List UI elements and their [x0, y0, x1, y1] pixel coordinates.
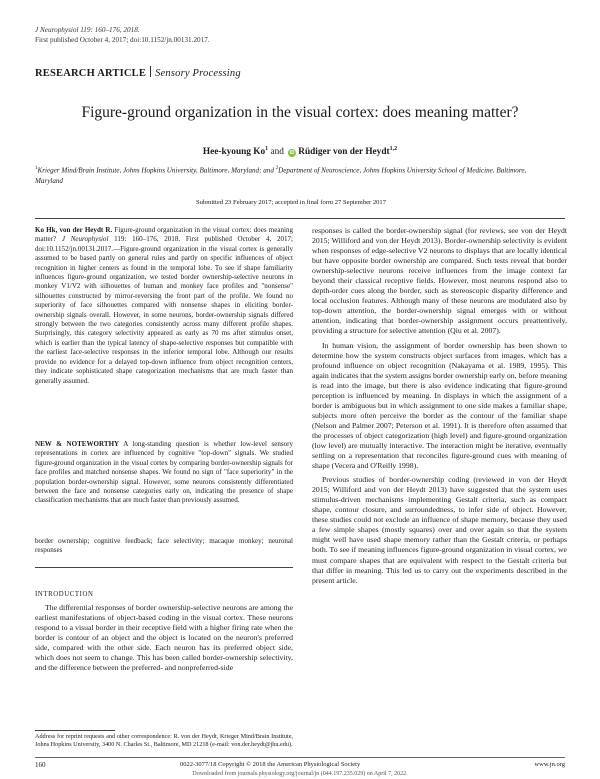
- affiliation-marker: 1: [265, 146, 269, 152]
- paragraph: The differential responses of border ownership-selective neurons are among the earliest manifestations of object-based coding in the visual cortex. These neurons respond to a visual border in their receptive field with a higher firing rate when the border is contour of an object and the object is located on the neuron's preferred side, compared with the other side. Each neuron has its preferred object side, which does not seem to change. This has been called border-ownership selectivity, and the difference between the preferred- and nonpreferred-side: [35, 603, 293, 673]
- journal-header: [35, 26, 210, 45]
- affiliation-marker: 1: [35, 166, 38, 171]
- paragraph: responses is called the border-ownership signal (for reviews, see von der Heydt 2015; Williford and von der Heydt 2013). Border-ownership selectivity is evident when responses of edge-selective V2 neurons to displays that are locally identical but have opposite border ownership are compared. Such tests reveal that border ownership-selective neurons receive influences from the image context far beyond their classical receptive fields. However, most neurons respond also to depth-order cues along the border, such as stereoscopic disparity difference and local occlusion features. Although many of these neurons are modulated also by top-down attention, the border-ownership signal emerges with or without attention, indicating that border-ownership assignment occurs preattentively, providing a structure for selective attention (Qiu et al. 2007).: [312, 226, 567, 336]
- affiliation-marker: 2: [275, 166, 279, 171]
- journal-reference: J Neurophysiol 119: 160–176, 2018.: [35, 26, 140, 34]
- new-noteworthy-label: NEW & NOTEWORTHY: [35, 440, 120, 448]
- article-type-label: RESEARCH ARTICLE: [35, 68, 147, 79]
- abstract: [35, 226, 293, 390]
- footer-divider: [35, 757, 565, 758]
- affiliations: [35, 164, 547, 186]
- conjunction: and: [270, 147, 284, 158]
- divider: [150, 66, 151, 77]
- header-divider: [35, 218, 565, 219]
- first-published-line: First published October 4, 2017; doi:10.1152/jn.00131.2017.: [35, 35, 210, 44]
- author-name[interactable]: Hee-kyoung Ko: [202, 147, 266, 158]
- download-note: Downloaded from journals.physiology.org/journal/jn (044.197.235.029) on April 7, 2022.: [192, 771, 408, 777]
- submission-dates: Submitted 23 February 2017; accepted in final form 27 September 2017: [195, 199, 387, 206]
- introduction-body: [35, 603, 293, 677]
- article-title: Figure-ground organization in the visual cortex: does meaning matter?: [81, 104, 519, 121]
- footnote-divider: [35, 730, 115, 731]
- journal-name: J Neurophysiol: [61, 235, 109, 244]
- new-noteworthy-text: A long-standing question is whether low-level sensory representations in cortex are influenced by cognitive "top-down" signals. We studied figure-ground organization in the visual cortex by comparing border-ownership signals for face profiles and matched nonsense shapes. We found no sign of "face superiority" in the population border-ownership signal. However, some neurons consistently differentiated between the face and nonsense categories early on, indicating the presence of shape classification mechanisms that are much faster than previously assumed.: [35, 440, 293, 505]
- affiliation-text: Department of Neuroscience, Johns Hopkins University School of Medicine, Baltimore, Maryland: [35, 166, 527, 185]
- paragraph: Previous studies of border-ownership coding (reviewed in von der Heydt 2015; Williford and von der Heydt 2013) have suggested that the system uses stimulus-driven mechanisms implementing Gestalt criteria, such as compact shape, contour closure, and surroundedness, to infer side of object. However, these studies could not exclude an influence of shape memory, because they used a few simple shapes (mostly squares) over and over again so that the system might well have used shape memory rather than the Gestalt criteria, or perhaps both. To see if meaning influences figure-ground organization in visual cortex, we must compare shapes that are equivalent with respect to the Gestalt criteria but that differ in meaning. This led us to carry out the experiments described in the present article.: [312, 475, 567, 585]
- keywords: border ownership; cognitive feedback; face selectivity; macaque monkey; neuronal responses: [35, 537, 293, 555]
- affiliation-marker: 1,2: [389, 146, 398, 152]
- correspondence-footnote: Address for reprint requests and other correspondence: R. von der Heydt, Krieger Mind/Brain Institute, Johns Hopkins University, 3400 N. Charles St., Baltimore, MD 21218 (e-mail: von.der.heydt@jhu.edu).: [35, 733, 293, 748]
- copyright-notice: 0022-3077/18 Copyright © 2018 the American Physiological Society: [180, 761, 361, 768]
- citation-authors: Ko Hk, von der Heydt R.: [35, 226, 113, 234]
- abstract-body: 119: 160–176, 2018. First published October 4, 2017; doi:10.1152/jn.00131.2017.—Figure-ground organization in the visual cortex is generally assumed to be based partly on general rules and partly on specific influences of object recognition in higher centers as found in the temporal lobe. To see if shape familiarity influences figure-ground organization, we tested border ownership-selective neurons in monkey V1/V2 with silhouettes of human and monkey face profiles and "nonsense" silhouettes constructed by mirror-reversing the front part of the profile. We found no superiority of face silhouettes compared with nonsense shapes in eliciting border-ownership signals overall. However, in some neurons, border-ownership signals differed strongly between the two categories consistently across many different profile shapes. Surprisingly, this category selectivity appeared as early as 70 ms after stimulus onset, which is earlier than the typical latency of shape-selective responses but compatible with the earliest face-selective responses in the inferior temporal lobe. Although our results provide no evidence for a delayed top-down influence from object recognition centers, they indicate sophisticated shape categorization mechanisms that are much faster than generally assumed.: [35, 235, 294, 385]
- orcid-icon[interactable]: iD: [289, 150, 295, 157]
- article-type: [35, 66, 241, 79]
- page-number: 160: [35, 761, 46, 769]
- new-noteworthy: [35, 440, 293, 510]
- section-heading: INTRODUCTION: [35, 591, 94, 598]
- article-section: Sensory Processing: [155, 68, 241, 79]
- affiliation-text: Krieger Mind/Brain Institute, Johns Hopkins University, Baltimore, Maryland; and: [37, 166, 274, 175]
- paragraph: In human vision, the assignment of border ownership has been shown to determine how the system constructs object surfaces from images, which has a profound influence on object recognition (Nakayama et al. 1989, 1995). This again indicates that the system assigns border ownership early on, before meaning is read into the image, but there is also evidence indicating that figure-ground perception is influenced by meaning. In displays in which the assignment of a border is ambiguous but in which assignment to one side makes a familiar shape, subjects more often perceive the border as the contour of the familiar shape (Nelson and Palmer 2007; Peterson et al. 1991). It is therefore often assumed that the processes of object categorization (high level) and figure-ground organization (low level) are mutually interactive. The interaction might be iterative, eventually settling on a representation that reconciles figure-ground cues with meaning of shape (Vecera and O'Reilly 1998).: [312, 340, 567, 471]
- authors: [35, 146, 565, 157]
- abstract-title: Figure-ground organization in the visual cortex: does meaning matter?: [35, 226, 293, 244]
- author-name[interactable]: Rüdiger von der Heydt: [298, 147, 390, 158]
- right-column: [312, 226, 567, 590]
- journal-website-link[interactable]: www.jn.org: [534, 761, 565, 768]
- keywords-divider: [35, 567, 293, 568]
